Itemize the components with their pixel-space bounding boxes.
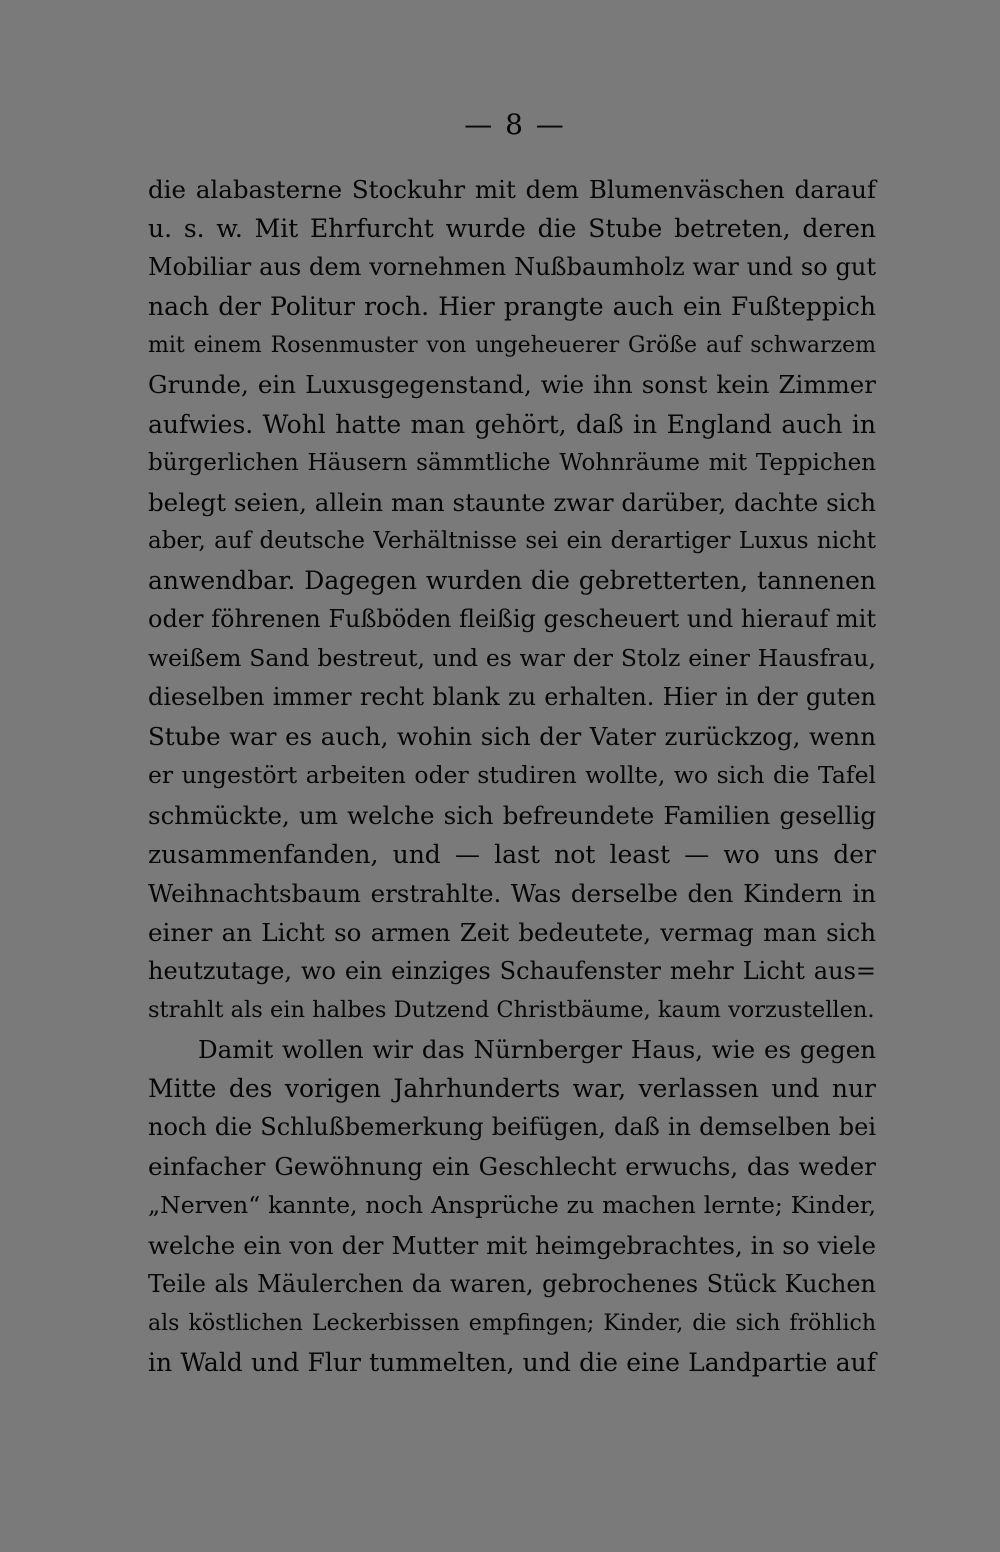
text-line: schmückte, um welche sich befreundete Familien gesellig bbox=[148, 800, 876, 830]
text-line: nach der Politur roch. Hier prangte auch ein Fußteppich bbox=[148, 292, 876, 322]
text-line: Weihnachtsbaum erstrahlte. Was derselbe den Kindern in bbox=[148, 878, 876, 908]
text-line: „Nerven“ kannte, noch Ansprüche zu machen lernte; Kinder, bbox=[148, 1191, 876, 1220]
text-line: weißem Sand bestreut, und es war der Stolz einer Hausfrau, bbox=[148, 644, 876, 673]
text-line: Grunde, ein Luxusgegenstand, wie ihn sonst kein Zimmer bbox=[148, 370, 876, 400]
text-line: Mobiliar aus dem vornehmen Nußbaumholz war und so gut bbox=[148, 253, 876, 282]
text-line: noch die Schlußbemerkung beifügen, daß in demselben bei bbox=[148, 1113, 876, 1142]
text-line: einfacher Gewöhnung ein Geschlecht erwuchs, das weder bbox=[148, 1152, 876, 1182]
text-line: Damit wollen wir das Nürnberger Haus, wie es gegen bbox=[198, 1035, 876, 1065]
page-number: — 8 — bbox=[464, 108, 566, 141]
text-line: einer an Licht so armen Zeit bedeutete, vermag man sich bbox=[148, 917, 876, 947]
text-line: heutzutage, wo ein einziges Schaufenster mehr Licht aus= bbox=[148, 956, 876, 985]
text-line: dieselben immer recht blank zu erhalten. Hier in der guten bbox=[148, 683, 876, 712]
text-line: oder föhrenen Fußböden fleißig gescheuert und hierauf mit bbox=[148, 605, 876, 634]
text-line: aber, auf deutsche Verhältnisse sei ein derartiger Luxus nicht bbox=[148, 527, 876, 554]
text-line: bürgerlichen Häusern sämmtliche Wohnräume mit Teppichen bbox=[148, 449, 876, 476]
text-line: aufwies. Wohl hatte man gehört, daß in England auch in bbox=[148, 409, 876, 439]
text-line: Teile als Mäulerchen da waren, gebrochenes Stück Kuchen bbox=[148, 1269, 876, 1298]
text-line: zusammenfanden, und — last not least — wo uns der bbox=[148, 839, 876, 869]
paragraph-1 bbox=[148, 170, 876, 1030]
text-line: die alabasterne Stockuhr mit dem Blumenväschen darauf bbox=[148, 175, 876, 204]
text-line: u. s. w. Mit Ehrfurcht wurde die Stube betreten, deren bbox=[148, 214, 876, 244]
text-line: in Wald und Flur tummelten, und die eine Landpartie auf bbox=[148, 1347, 876, 1377]
text-line: als köstlichen Leckerbissen empfingen; Kinder, die sich fröhlich bbox=[148, 1310, 876, 1336]
text-line: welche ein von der Mutter mit heimgebrachtes, in so viele bbox=[148, 1230, 876, 1260]
text-line: belegt seien, allein man staunte zwar darüber, dachte sich bbox=[148, 487, 876, 517]
text-line: strahlt als ein halbes Dutzend Christbäume, kaum vorzustellen. bbox=[148, 996, 875, 1023]
text-line: Mitte des vorigen Jahrhunderts war, verlassen und nur bbox=[148, 1074, 876, 1104]
body-text bbox=[148, 170, 876, 1382]
text-line: er ungestört arbeiten oder studiren wollte, wo sich die Tafel bbox=[148, 761, 876, 790]
text-line: Stube war es auch, wohin sich der Vater zurückzog, wenn bbox=[148, 722, 876, 752]
paragraph-2 bbox=[148, 1030, 876, 1382]
text-line: anwendbar. Dagegen wurden die gebretterten, tannenen bbox=[148, 565, 876, 595]
text-line: mit einem Rosenmuster von ungeheuerer Größe auf schwarzem bbox=[148, 333, 876, 359]
